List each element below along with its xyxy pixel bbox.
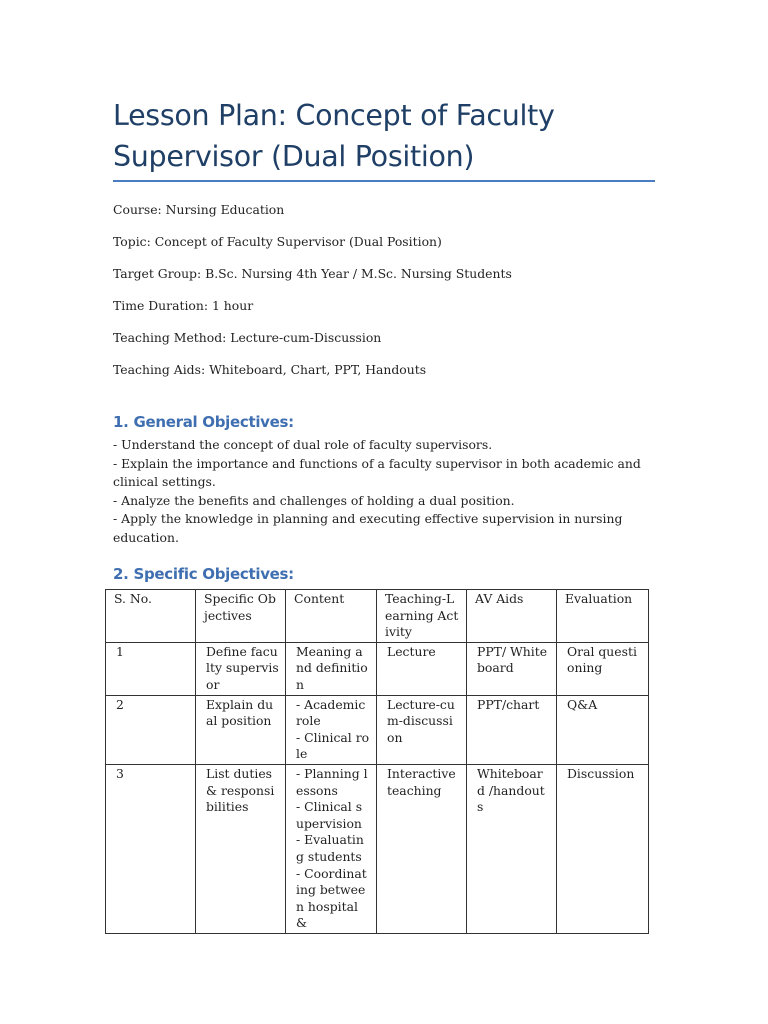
cell-evaluation: Q&A: [557, 695, 649, 764]
cell-sno: 3: [106, 764, 196, 933]
cell-objective: Explain dual position: [196, 695, 286, 764]
table-row: [106, 642, 649, 695]
cell-sno: 1: [106, 642, 196, 695]
cell-sno: 2: [106, 695, 196, 764]
cell-objective: List duties & responsibilities: [196, 764, 286, 933]
cell-evaluation: Discussion: [557, 764, 649, 933]
title-underline: [113, 180, 655, 182]
objective-item: - Explain the importance and functions of a faculty supervisor in both academic and clinical settings.: [113, 455, 641, 490]
teaching-method-line: Teaching Method: Lecture-cum-Discussion: [113, 330, 382, 345]
cell-activity: Lecture: [377, 642, 467, 695]
time-duration-line: Time Duration: 1 hour: [113, 298, 254, 313]
course-line: Course: Nursing Education: [113, 202, 285, 217]
specific-objectives-table: [105, 589, 649, 934]
column-header-content: Content: [286, 590, 377, 643]
objective-item: - Apply the knowledge in planning and executing effective supervision in nursing education.: [113, 511, 623, 545]
general-objectives-heading: 1. General Objectives:: [113, 413, 294, 431]
table-header-row: [106, 590, 649, 643]
cell-av-aids: PPT/ Whiteboard: [467, 642, 557, 695]
column-header-evaluation: Evaluation: [557, 590, 649, 643]
table-row: [106, 764, 649, 933]
objective-item: - Understand the concept of dual role of faculty supervisors.: [113, 437, 493, 452]
document-title: Lesson Plan: Concept of Faculty Supervisor (Dual Position): [113, 99, 555, 173]
cell-objective: Define faculty supervisor: [196, 642, 286, 695]
column-header-av-aids: AV Aids: [467, 590, 557, 643]
topic-line: Topic: Concept of Faculty Supervisor (Dual Position): [113, 234, 442, 249]
specific-objectives-heading: 2. Specific Objectives:: [113, 565, 294, 583]
target-group-line: Target Group: B.Sc. Nursing 4th Year / M.Sc. Nursing Students: [113, 266, 512, 281]
column-header-teaching-learning-activity: Teaching-Learning Activity: [377, 590, 467, 643]
column-header-specific-objectives: Specific Objectives: [196, 590, 286, 643]
column-header-sno: S. No.: [106, 590, 196, 643]
teaching-aids-line: Teaching Aids: Whiteboard, Chart, PPT, Handouts: [113, 362, 427, 377]
general-objectives-list: [113, 436, 668, 548]
cell-activity: Interactive teaching: [377, 764, 467, 933]
cell-av-aids: Whiteboard /handouts: [467, 764, 557, 933]
cell-activity: Lecture-cum-discussion: [377, 695, 467, 764]
cell-evaluation: Oral questioning: [557, 642, 649, 695]
table-row: [106, 695, 649, 764]
cell-content: - Academic role - Clinical role: [286, 695, 377, 764]
cell-content: - Planning lessons - Clinical supervision - Evaluating students - Coordinating between hospital &: [286, 764, 377, 933]
cell-av-aids: PPT/chart: [467, 695, 557, 764]
cell-content: Meaning and definition: [286, 642, 377, 695]
objective-item: - Analyze the benefits and challenges of holding a dual position.: [113, 492, 515, 508]
